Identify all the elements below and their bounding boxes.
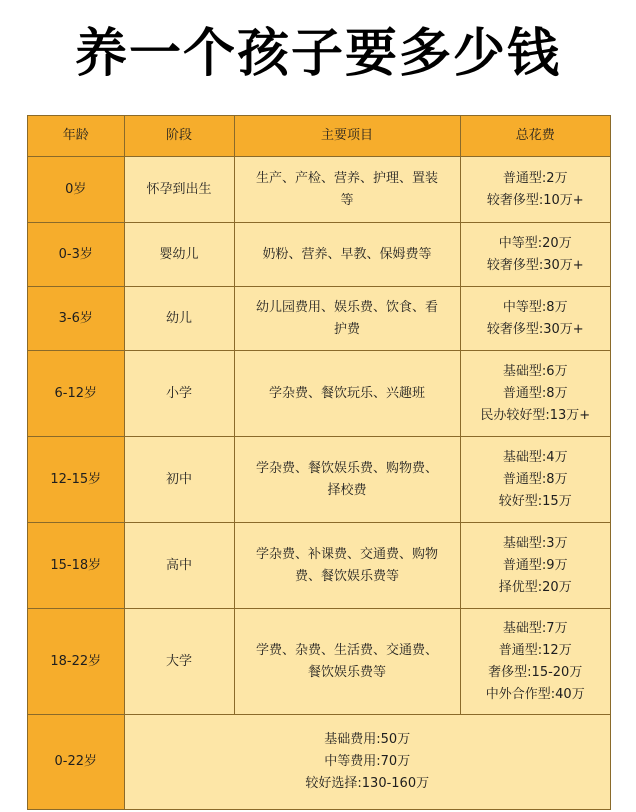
table-row	[28, 157, 610, 223]
cost-line: 普通型:2万	[502, 170, 568, 186]
cost-line: 基础型:3万	[502, 535, 568, 551]
total-cost-cell	[124, 715, 610, 809]
stage-cell: 小学	[124, 351, 234, 437]
items-cell: 学杂费、餐饮玩乐、兴趣班	[234, 351, 460, 437]
cost-cell	[460, 437, 610, 523]
items-cell: 奶粉、营养、早教、保姆费等	[234, 223, 460, 287]
cost-line: 基础型:7万	[502, 620, 568, 636]
cost-line: 较奢侈型:30万+	[486, 321, 584, 337]
cost-cell	[460, 351, 610, 437]
table-row	[28, 223, 610, 287]
header-row	[28, 116, 610, 157]
cost-line: 普通型:12万	[498, 642, 572, 658]
cost-line: 普通型:8万	[502, 471, 568, 487]
cost-line: 基础费用:50万	[324, 731, 411, 747]
cost-line: 中等型:8万	[502, 299, 568, 315]
cost-line: 较奢侈型:30万+	[486, 257, 584, 273]
items-cell: 学杂费、餐饮娱乐费、购物费、择校费	[234, 437, 460, 523]
items-cell: 学杂费、补课费、交通费、购物费、餐饮娱乐费等	[234, 523, 460, 609]
cost-line: 普通型:9万	[502, 557, 568, 573]
cost-cell	[460, 609, 610, 715]
cost-line: 中外合作型:40万	[485, 686, 585, 702]
page-title: 养一个孩子要多少钱	[74, 23, 561, 84]
table-row-total	[28, 715, 610, 809]
cost-cell	[460, 523, 610, 609]
cost-cell	[460, 223, 610, 287]
cost-line: 中等费用:70万	[324, 753, 411, 769]
cost-line: 中等型:20万	[498, 235, 572, 251]
stage-cell: 幼儿	[124, 287, 234, 351]
age-cell: 18-22岁	[28, 609, 124, 715]
age-cell: 3-6岁	[28, 287, 124, 351]
table-row	[28, 523, 610, 609]
stage-cell: 婴幼儿	[124, 223, 234, 287]
header-items: 主要项目	[234, 116, 460, 157]
stage-cell: 初中	[124, 437, 234, 523]
cost-table	[28, 116, 610, 809]
age-cell: 0岁	[28, 157, 124, 223]
cost-line: 较好选择:130-160万	[305, 775, 430, 791]
cost-line: 较好型:15万	[498, 493, 572, 509]
header-cost: 总花费	[460, 116, 610, 157]
header-stage: 阶段	[124, 116, 234, 157]
table-row	[28, 437, 610, 523]
age-cell: 12-15岁	[28, 437, 124, 523]
table-row	[28, 351, 610, 437]
cost-cell	[460, 287, 610, 351]
age-cell: 15-18岁	[28, 523, 124, 609]
cost-cell	[460, 157, 610, 223]
header-age: 年龄	[28, 116, 124, 157]
items-cell: 幼儿园费用、娱乐费、饮食、看护费	[234, 287, 460, 351]
age-cell: 0-22岁	[28, 715, 124, 809]
cost-line: 奢侈型:15-20万	[488, 664, 583, 680]
cost-line: 较奢侈型:10万+	[486, 192, 584, 208]
table-row	[28, 609, 610, 715]
age-cell: 0-3岁	[28, 223, 124, 287]
age-cell: 6-12岁	[28, 351, 124, 437]
stage-cell: 大学	[124, 609, 234, 715]
stage-cell: 怀孕到出生	[124, 157, 234, 223]
cost-line: 基础型:6万	[502, 363, 568, 379]
items-cell: 学费、杂费、生活费、交通费、餐饮娱乐费等	[234, 609, 460, 715]
cost-line: 民办较好型:13万+	[480, 407, 591, 423]
stage-cell: 高中	[124, 523, 234, 609]
items-cell: 生产、产检、营养、护理、置装等	[234, 157, 460, 223]
cost-line: 择优型:20万	[498, 579, 572, 595]
cost-line: 基础型:4万	[502, 449, 568, 465]
table-row	[28, 287, 610, 351]
cost-line: 普通型:8万	[502, 385, 568, 401]
